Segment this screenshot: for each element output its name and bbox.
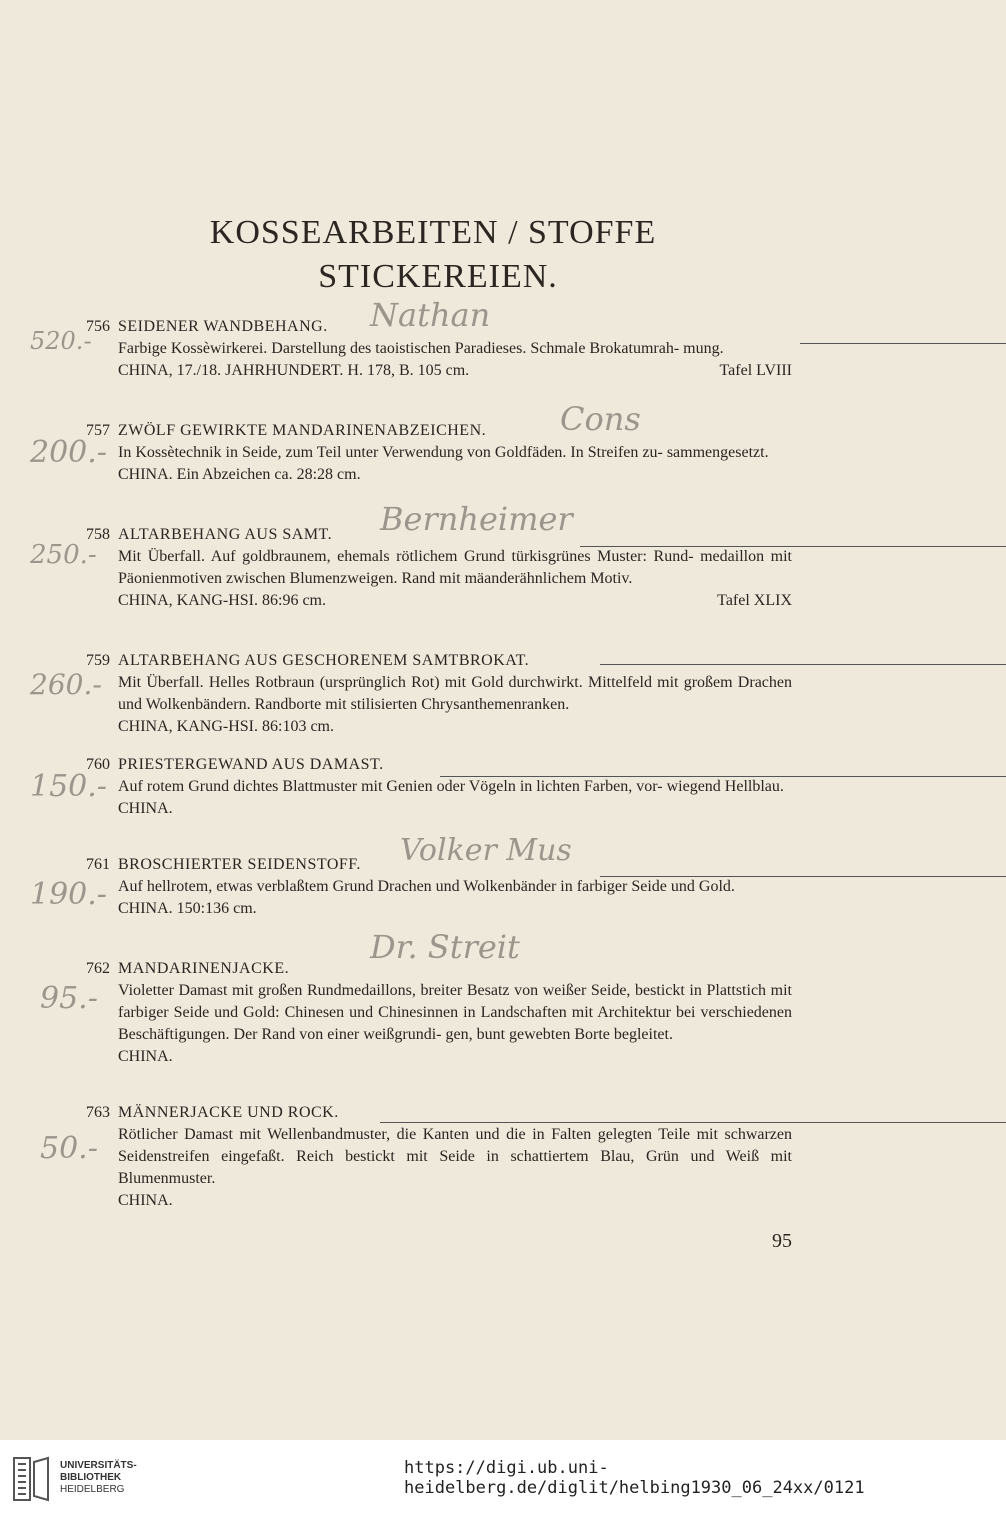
hand-rule (800, 343, 1006, 344)
lot-origin: CHINA. Ein Abzeichen ca. 28:28 cm. (118, 466, 361, 483)
lot-description (118, 672, 792, 738)
handwritten-buyer: Volker Mus (400, 833, 572, 868)
hand-rule (440, 776, 1006, 777)
lot-text: Mit Überfall. Auf goldbraunem, ehemals rötlichem Grund türkisgrünes Muster: Rund- medaillon mit Päonienmotiven zwischen Blumenzweigen. Rand mit mäanderähnlichem Motiv. (118, 548, 792, 587)
lot-number: 759 (86, 652, 110, 669)
lot-text: Auf hellrotem, etwas verblaßtem Grund Drachen und Wolkenbänder in farbiger Seide und Gold. (118, 878, 735, 895)
lot-number: 758 (86, 526, 110, 543)
lot-text: Violetter Damast mit großen Rundmedaillons, breiter Besatz von weißer Seide, bestickt in Plattstich mit farbiger Seide und Gold: Chinesen und Chinesinnen in Landschaften mit Architektur bei verschiedenen Beschäftigungen. Der Rand von einer weißgrundi- gen, bunt gewebten Borte begleitet. (118, 982, 792, 1043)
lot-number: 763 (86, 1104, 110, 1121)
handwritten-price: 200.- (30, 435, 107, 470)
section-title: KOSSEARBEITEN / STOFFE (209, 214, 657, 251)
lot-heading: BROSCHIERTER SEIDENSTOFF. (118, 856, 361, 873)
lot-number: 762 (86, 960, 110, 977)
lot-text: Farbige Kossèwirkerei. Darstellung des taoistischen Paradieses. Schmale Brokatumrah- mung. (118, 340, 724, 357)
hand-rule (600, 876, 1006, 877)
lot-text: Rötlicher Damast mit Wellenbandmuster, die Kanten und die in Falten gelegten Teile mit schwarzen Seidenstreifen eingefaßt. Reich bestickt mit Seide in schattiertem Blau, Grün und Weiß mit Blumenmuster. (118, 1126, 792, 1187)
page-number: 95 (772, 1230, 792, 1252)
lot-description (118, 876, 792, 920)
handwritten-buyer: Dr. Streit (370, 928, 520, 966)
lot-heading: MÄNNERJACKE UND ROCK. (118, 1104, 339, 1121)
handwritten-price: 260.- (30, 668, 102, 701)
handwritten-price: 520.- (30, 327, 92, 355)
lot-origin: CHINA, KANG-HSI. 86:103 cm. (118, 718, 334, 735)
lot-heading: ALTARBEHANG AUS GESCHORENEM SAMTBROKAT. (118, 652, 530, 669)
lot-number: 756 (86, 318, 110, 335)
institution-label (60, 1460, 137, 1496)
lot-heading: ZWÖLF GEWIRKTE MANDARINENABZEICHEN. (118, 422, 487, 439)
institution-line: UNIVERSITÄTS- (60, 1460, 137, 1471)
hand-rule (580, 546, 1006, 547)
lot-origin: CHINA, KANG-HSI. 86:96 cm. (118, 592, 326, 609)
lot-description (118, 980, 792, 1068)
university-seal-icon (10, 1454, 52, 1504)
lot-description (118, 776, 792, 820)
lot-text: Auf rotem Grund dichtes Blattmuster mit Genien oder Vögeln in lichten Farben, vor- wiegend Hellblau. (118, 778, 784, 795)
handwritten-price: 95.- (40, 981, 98, 1016)
section-subtitle: STICKEREIEN. (318, 258, 558, 295)
lot-number: 760 (86, 756, 110, 773)
lot-heading: SEIDENER WANDBEHANG. (118, 318, 328, 335)
lot-description (118, 546, 792, 612)
lot-description (118, 442, 792, 486)
lot-heading: MANDARINENJACKE. (118, 960, 290, 977)
hand-rule (600, 664, 1006, 665)
lot-text: In Kossètechnik in Seide, zum Teil unter Verwendung von Goldfäden. In Streifen zu- sammengesetzt. (118, 444, 769, 461)
plate-reference: Tafel LVIII (719, 362, 792, 379)
plate-reference: Tafel XLIX (717, 592, 792, 609)
handwritten-buyer: Cons (560, 400, 641, 438)
lot-origin: CHINA, 17./18. JAHRHUNDERT. H. 178, B. 105 cm. (118, 362, 470, 379)
lot-origin: CHINA. (118, 800, 173, 817)
lot-origin: CHINA. (118, 1192, 173, 1209)
handwritten-price: 250.- (30, 540, 97, 570)
lot-heading: PRIESTERGEWAND AUS DAMAST. (118, 756, 384, 773)
hand-rule (380, 1122, 1006, 1123)
handwritten-buyer: Nathan (370, 296, 491, 334)
lot-number: 757 (86, 422, 110, 439)
handwritten-price: 150.- (30, 769, 107, 804)
institution-line: HEIDELBERG (60, 1484, 125, 1495)
permalink-url[interactable]: https://digi.ub.uni-heidelberg.de/diglit/helbing1930_06_24xx/0121 (404, 1458, 865, 1498)
lot-origin: CHINA. (118, 1048, 173, 1065)
lot-description (118, 1124, 792, 1212)
handwritten-buyer: Bernheimer (380, 500, 573, 538)
institution-line: BIBLIOTHEK (60, 1472, 122, 1483)
lot-heading: ALTARBEHANG AUS SAMT. (118, 526, 333, 543)
lot-text: Mit Überfall. Helles Rotbraun (ursprünglich Rot) mit Gold durchwirkt. Mittelfeld mit großem Drachen und Wolkenbändern. Randborte mit stilisierten Chrysanthemenranken. (118, 674, 792, 713)
handwritten-price: 50.- (40, 1131, 98, 1166)
handwritten-price: 190.- (30, 877, 107, 912)
lot-number: 761 (86, 856, 110, 873)
lot-description (118, 338, 792, 382)
lot-origin: CHINA. 150:136 cm. (118, 900, 257, 917)
